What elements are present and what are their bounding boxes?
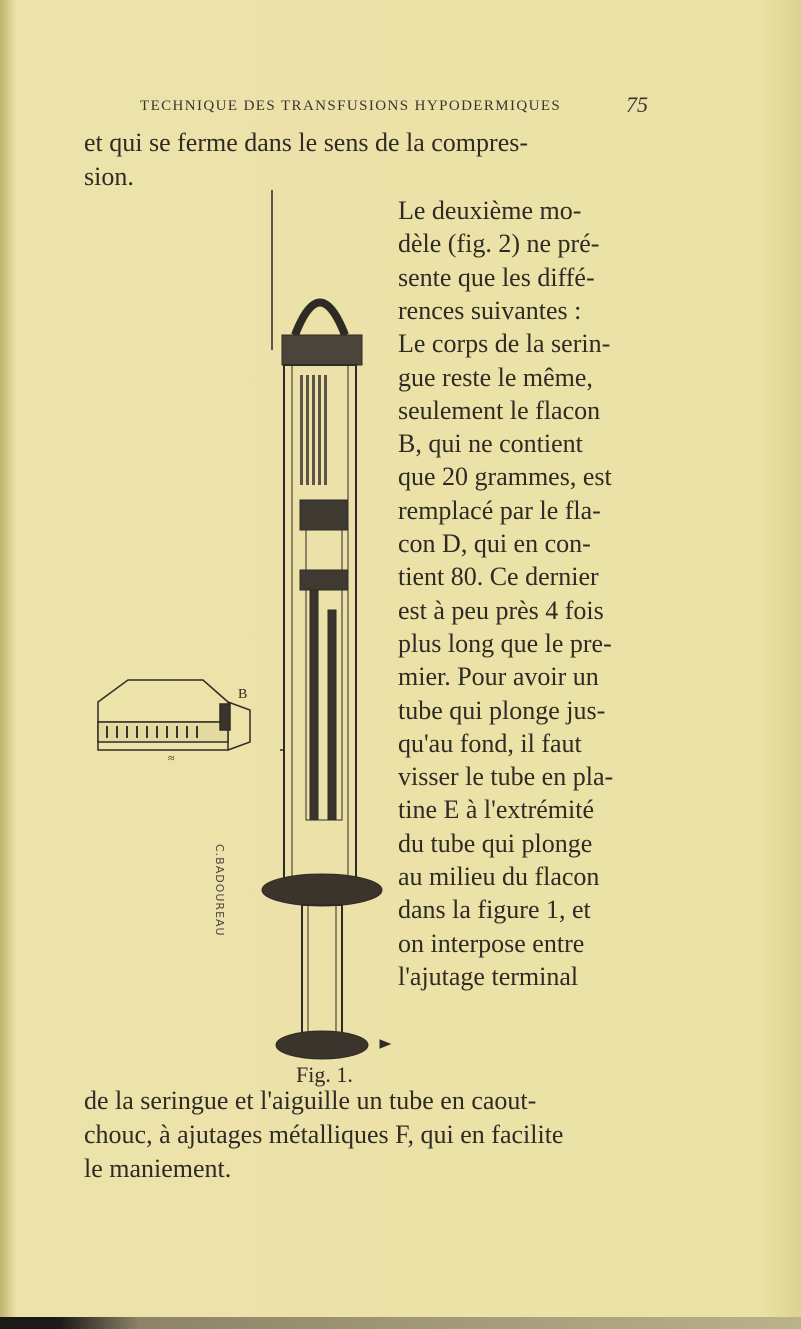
- column-line: seulement le flacon: [398, 395, 601, 425]
- column-line: au milieu du flacon: [398, 862, 600, 891]
- scan-edge: [0, 1317, 801, 1329]
- column-line: plus long que le pre-: [398, 628, 612, 658]
- column-line: Le deuxième mo-: [398, 196, 582, 225]
- column-line: qu'au fond, il faut: [398, 728, 582, 758]
- column-line: rences suivantes :: [398, 295, 582, 325]
- body-line-2: sion.: [84, 162, 134, 191]
- column-line: que 20 grammes, est: [398, 462, 612, 492]
- column-line: est à peu près 4 fois: [398, 595, 604, 625]
- figure-caption: Fig. 1.: [296, 1062, 353, 1087]
- svg-text:B: B: [238, 687, 248, 702]
- body-line-bottom-1: de la seringue et l'aiguille un tube en caout-: [84, 1086, 537, 1115]
- column-line: dèle (fig. 2) ne pré-: [398, 229, 600, 259]
- maker-mark: C.BADOUREAU: [213, 844, 226, 937]
- column-line: du tube qui plonge: [398, 828, 593, 858]
- column-line: l'ajutage terminal: [398, 961, 579, 991]
- column-line: sente que les diffé-: [398, 262, 595, 292]
- column-line: mier. Pour avoir un: [398, 662, 599, 692]
- body-line-1: et qui se ferme dans le sens de la compres-: [84, 128, 529, 157]
- column-line: B, qui ne contient: [398, 429, 583, 459]
- binding-shadow: [0, 0, 14, 1329]
- column-line: on interpose entre: [398, 928, 585, 958]
- column-line: visser le tube en pla-: [398, 762, 614, 792]
- flacon-illustration: [88, 660, 258, 770]
- column-line: remplacé par le fla-: [398, 495, 601, 525]
- body-line-bottom-2: chouc, à ajutages métalliques F, qui en facilite: [84, 1120, 564, 1149]
- body-line-bottom-3: le maniement.: [84, 1154, 232, 1183]
- column-line: tube qui plonge jus-: [398, 695, 606, 725]
- svg-text:≈: ≈: [168, 751, 175, 765]
- syringe-illustration: [240, 150, 400, 1060]
- column-line: gue reste le même,: [398, 362, 593, 392]
- column-line: dans la figure 1, et: [398, 895, 591, 925]
- column-line: tine E à l'extrémité: [398, 795, 594, 825]
- header-title: TECHNIQUE DES TRANSFUSIONS HYPODERMIQUES: [140, 98, 562, 114]
- page-number: 75: [626, 92, 648, 117]
- running-header: [140, 92, 648, 117]
- column-line: Le corps de la serin-: [398, 329, 611, 359]
- column-line: con D, qui en con-: [398, 529, 591, 558]
- column-line: tient 80. Ce dernier: [398, 562, 599, 592]
